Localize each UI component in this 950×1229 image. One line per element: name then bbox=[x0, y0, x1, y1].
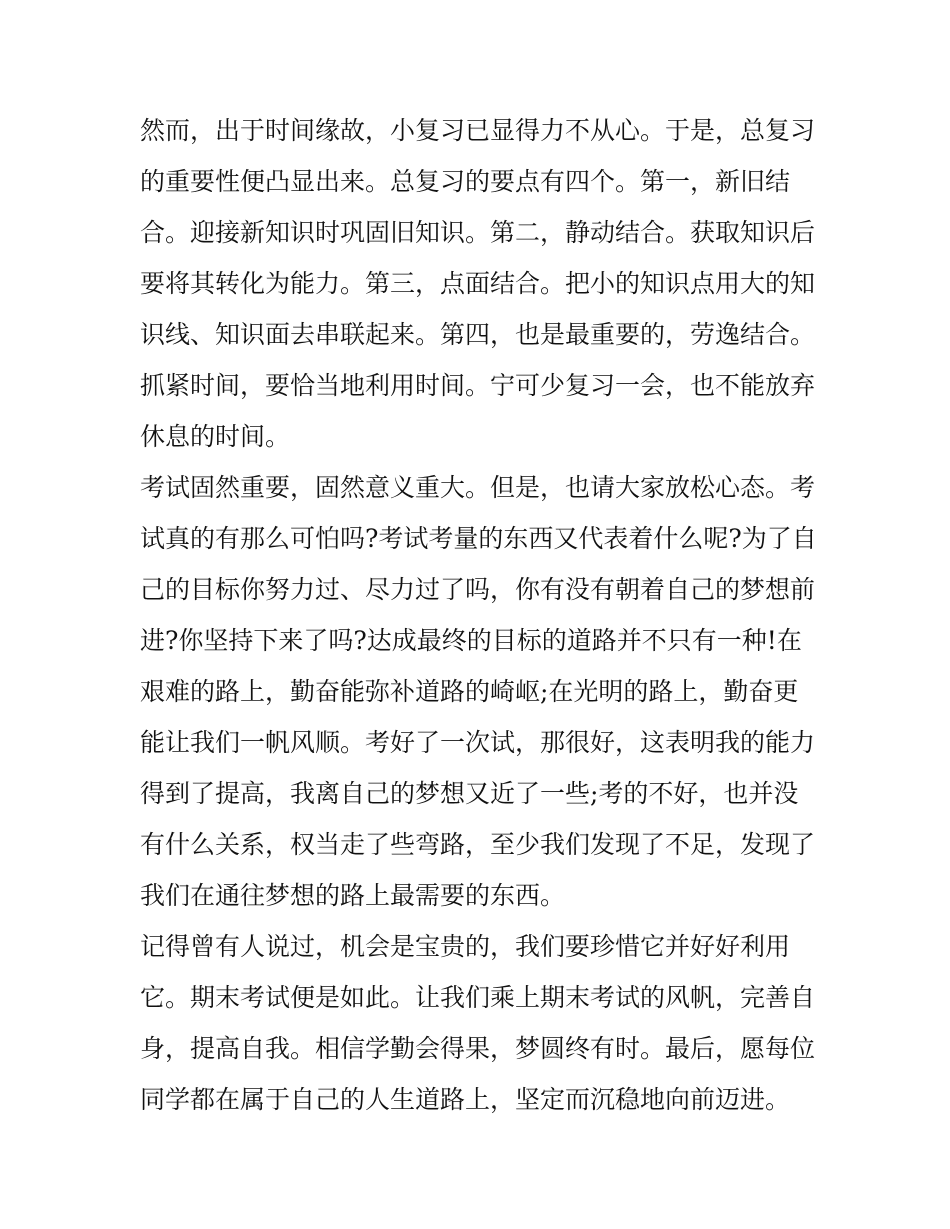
text-line: 要将其转化为能力。第三，点面结合。把小的知识点用大的知 bbox=[140, 269, 816, 298]
text-line: 能让我们一帆风顺。考好了一次试，那很好，这表明我的能力 bbox=[140, 728, 816, 757]
text-line: 合。迎接新知识时巩固旧知识。第二，静动结合。获取知识后 bbox=[140, 218, 816, 247]
text-line: 进?你坚持下来了吗?达成最终的目标的道路并不只有一种!在 bbox=[140, 626, 802, 655]
text-line: 的重要性便凸显出来。总复习的要点有四个。第一，新旧结 bbox=[140, 167, 791, 196]
text-line: 识线、知识面去串联起来。第四，也是最重要的，劳逸结合。 bbox=[140, 320, 816, 349]
paragraph-2 bbox=[140, 462, 817, 921]
text-line: 然而，出于时间缘故，小复习已显得力不从心。于是，总复习 bbox=[140, 116, 816, 145]
text-line: 有什么关系，权当走了些弯路，至少我们发现了不足，发现了 bbox=[140, 830, 816, 859]
text-line: 己的目标你努力过、尽力过了吗，你有没有朝着自己的梦想前 bbox=[140, 575, 816, 604]
paragraph-1 bbox=[140, 105, 816, 462]
text-line: 我们在通往梦想的路上最需要的东西。 bbox=[140, 881, 566, 910]
text-line: 休息的时间。 bbox=[140, 422, 291, 451]
document-page bbox=[140, 105, 817, 1125]
text-line: 得到了提高，我离自己的梦想又近了一些;考的不好，也并没 bbox=[140, 779, 799, 808]
text-line: 抓紧时间，要恰当地利用时间。宁可少复习一会，也不能放弃 bbox=[140, 371, 816, 400]
text-line: 试真的有那么可怕吗?考试考量的东西又代表着什么呢?为了自 bbox=[140, 524, 817, 553]
text-line: 它。期末考试便是如此。让我们乘上期末考试的风帆，完善自 bbox=[140, 983, 816, 1012]
text-line: 同学都在属于自己的人生道路上，坚定而沉稳地向前迈进。 bbox=[140, 1085, 791, 1114]
text-line: 艰难的路上，勤奋能弥补道路的崎岖;在光明的路上，勤奋更 bbox=[140, 677, 799, 706]
text-line: 考试固然重要，固然意义重大。但是，也请大家放松心态。考 bbox=[140, 473, 816, 502]
text-line: 记得曾有人说过，机会是宝贵的，我们要珍惜它并好好利用 bbox=[140, 932, 791, 961]
paragraph-3 bbox=[140, 921, 816, 1125]
text-line: 身，提高自我。相信学勤会得果，梦圆终有时。最后，愿每位 bbox=[140, 1034, 816, 1063]
